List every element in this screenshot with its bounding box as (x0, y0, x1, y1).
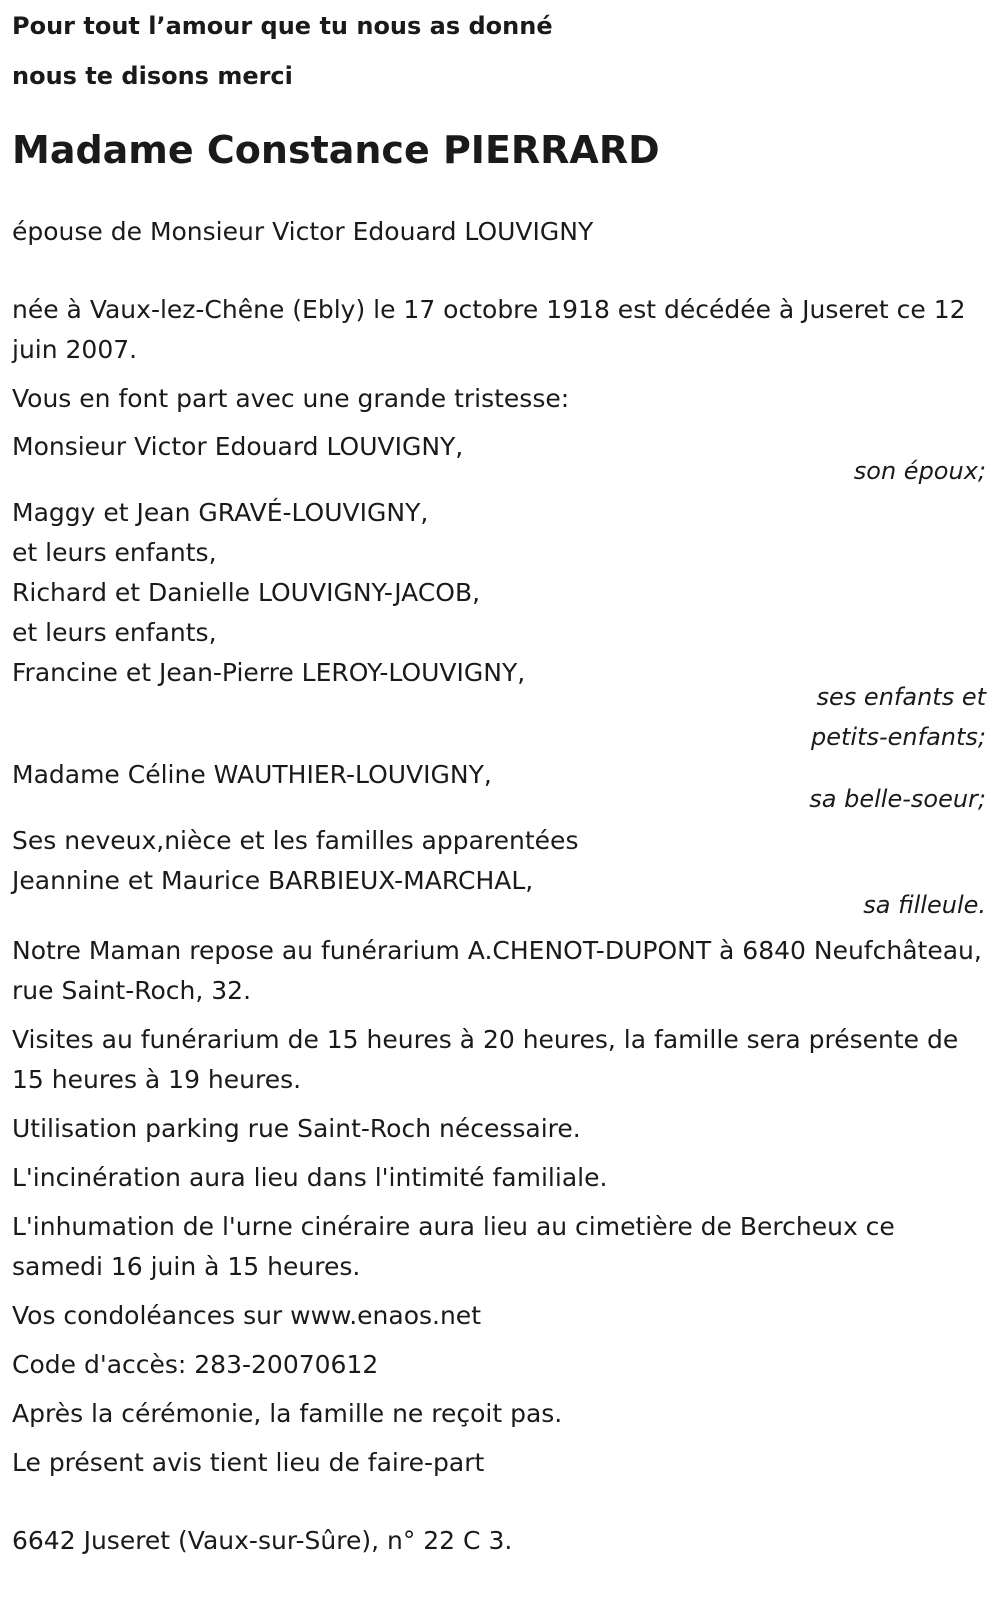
relation-label: son époux; (853, 457, 986, 485)
notice-visits: Visites au funérarium de 15 heures à 20 heures, la famille sera présente de 15 heures à 19 heures. (12, 1025, 959, 1094)
relation-label: ses enfants et (816, 683, 986, 711)
notice-burial: L'inhumation de l'urne cinéraire aura lieu au cimetière de Bercheux ce samedi 16 juin à 15 heures. (12, 1212, 895, 1281)
family-name: Maggy et Jean GRAVÉ-LOUVIGNY, (12, 498, 429, 527)
relation-label: petits-enfants; (811, 723, 986, 751)
tagline-line-1: Pour tout l’amour que tu nous as donné (12, 12, 553, 40)
notice-access-code: Code d'accès: 283-20070612 (12, 1350, 379, 1379)
family-name: Richard et Danielle LOUVIGNY-JACOB, (12, 578, 481, 607)
notice-no-reception: Après la cérémonie, la famille ne reçoit pas. (12, 1399, 563, 1428)
family-name: Monsieur Victor Edouard LOUVIGNY, (12, 432, 464, 461)
notice-condolences: Vos condoléances sur www.enaos.net (12, 1301, 481, 1330)
notice-funerarium: Notre Maman repose au funérarium A.CHENOT-DUPONT à 6840 Neufchâteau, rue Saint-Roch, 32. (12, 936, 982, 1005)
family-name: et leurs enfants, (12, 618, 217, 647)
notices (12, 931, 988, 1483)
relation-label: sa filleule. (863, 891, 986, 919)
family-name: Madame Céline WAUTHIER-LOUVIGNY, (12, 760, 492, 789)
family-name: et leurs enfants, (12, 538, 217, 567)
notice-cremation: L'incinération aura lieu dans l'intimité familiale. (12, 1163, 608, 1192)
notice-parking: Utilisation parking rue Saint-Roch nécessaire. (12, 1114, 581, 1143)
family-group-sister-in-law (12, 755, 988, 819)
family-name: Jeannine et Maurice BARBIEUX-MARCHAL, (12, 866, 534, 895)
notice-faire-part: Le présent avis tient lieu de faire-part (12, 1448, 485, 1477)
family-name: Ses neveux,nièce et les familles apparentées (12, 826, 579, 855)
family-group-relatives (12, 821, 988, 925)
family-group-children (12, 493, 988, 757)
deceased-name: Madame Constance PIERRARD (12, 128, 660, 172)
birth-death-line: née à Vaux-lez-Chêne (Ebly) le 17 octobre 1918 est décédée à Juseret ce 12 juin 2007. (12, 295, 966, 364)
family-group-spouse (12, 427, 988, 491)
announcement-line: Vous en font part avec une grande tristesse: (12, 384, 570, 413)
address: 6642 Juseret (Vaux-sur-Sûre), n° 22 C 3. (12, 1526, 513, 1555)
tagline (12, 0, 988, 100)
spouse-line: épouse de Monsieur Victor Edouard LOUVIGNY (12, 217, 594, 246)
tagline-line-2: nous te disons merci (12, 62, 293, 90)
relation-label: sa belle-soeur; (809, 785, 986, 813)
family-name: Francine et Jean-Pierre LEROY-LOUVIGNY, (12, 658, 526, 687)
